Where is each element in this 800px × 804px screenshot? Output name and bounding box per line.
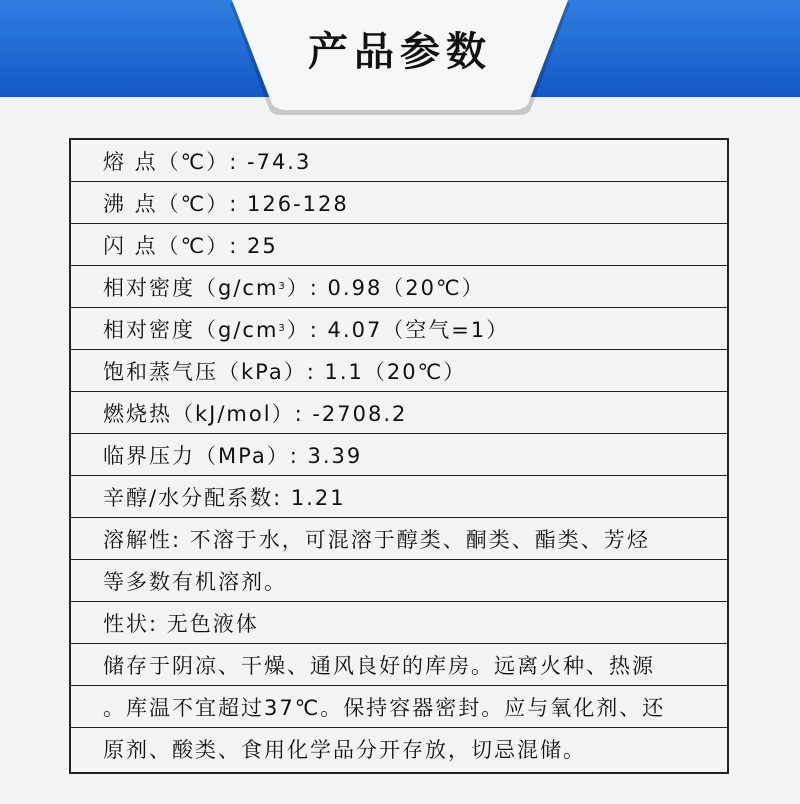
param-row: [71, 308, 727, 350]
param-text: 燃烧热（kJ/mol）: -2708.2: [103, 401, 408, 426]
superscript: 3: [278, 281, 287, 292]
param-row: [71, 518, 727, 560]
param-text: 沸 点（℃）: 126-128: [103, 191, 349, 216]
param-text: 储存于阴凉、干燥、通风良好的库房。远离火种、热源: [103, 653, 655, 678]
param-text: 溶解性: 不溶于水，可混溶于醇类、酮类、酯类、芳烃: [103, 527, 650, 552]
param-row: [71, 728, 727, 770]
param-text: 闪 点（℃）: 25: [103, 233, 278, 258]
param-text: 原剂、酸类、食用化学品分开存放，切忌混储。: [103, 738, 586, 762]
param-row: [71, 644, 727, 686]
param-text: 等多数有机溶剂。: [103, 569, 287, 594]
param-row: [71, 686, 727, 728]
param-row: [71, 224, 727, 266]
param-text-post: ）: 4.07（空气=1）: [286, 317, 510, 342]
param-text-pre: 相对密度（g/cm: [103, 275, 279, 300]
param-row: [71, 476, 727, 518]
param-row: [71, 392, 727, 434]
param-text: 临界压力（MPa）: 3.39: [103, 443, 363, 468]
superscript: 3: [278, 323, 287, 334]
param-text-post: ）: 0.98（20℃）: [286, 275, 485, 300]
param-text-pre: 相对密度（g/cm: [103, 317, 279, 342]
param-row: [71, 140, 727, 182]
param-row: [71, 560, 727, 602]
param-row: [71, 434, 727, 476]
param-row: [71, 602, 727, 644]
page-title: 产品参数: [308, 29, 492, 75]
param-row: [71, 182, 727, 224]
param-text: 辛醇/水分配系数: 1.21: [103, 485, 346, 510]
param-text: 熔 点（℃）: -74.3: [103, 149, 312, 174]
param-text: 性状: 无色液体: [103, 611, 259, 636]
param-text: 。库温不宜超过37℃。保持容器密封。应与氧化剂、还: [103, 695, 666, 720]
params-table: [69, 138, 729, 774]
param-text: 饱和蒸气压（kPa）: 1.1（20℃）: [103, 359, 467, 384]
param-row: [71, 266, 727, 308]
param-row: [71, 350, 727, 392]
